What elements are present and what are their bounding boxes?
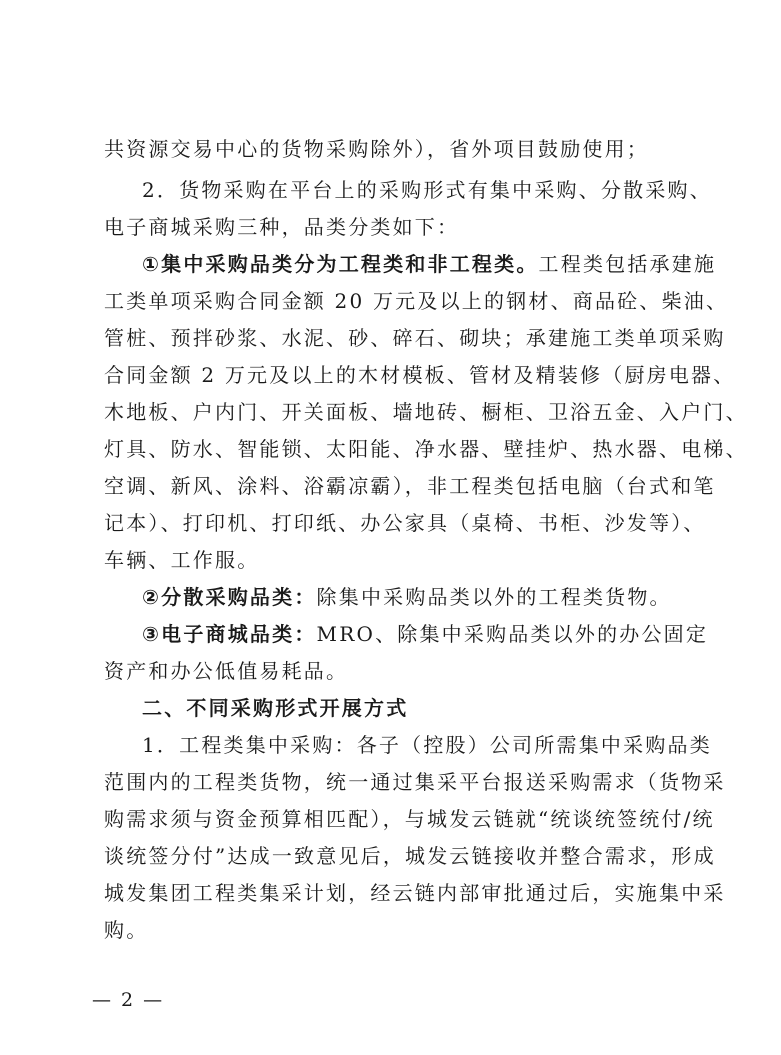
- paragraph-line-18: 范围内的工程类货物，统一通过集采平台报送采购需求（货物采: [104, 770, 726, 794]
- paragraph-line-2: 2．货物采购在平台上的采购形式有集中采购、分散采购、: [142, 178, 712, 202]
- paragraph-line-7: 合同金额 2 万元及以上的木材模板、管材及精装修（厨房电器、: [104, 363, 736, 387]
- paragraph-line-20: 谈统签分付”达成一致意见后，城发云链接收并整合需求，形成: [104, 844, 716, 868]
- category-heading-emall: ③电子商城品类：: [142, 622, 317, 646]
- category-heading-decentralized: ②分散采购品类：: [142, 585, 317, 609]
- paragraph-line-19: 购需求须与资金预算相匹配），与城发云链就“统谈统签统付/统: [104, 807, 715, 831]
- paragraph-line-14: [142, 621, 709, 647]
- section-heading: 二、不同采购形式开展方式: [142, 696, 409, 720]
- paragraph-line-12: 车辆、工作服。: [104, 548, 260, 572]
- category-text-centralized: 工程类包括承建施: [538, 252, 717, 276]
- paragraph-line-1: 共资源交易中心的货物采购除外），省外项目鼓励使用；: [104, 137, 649, 161]
- paragraph-line-6: 管桩、预拌砂浆、水泥、砂、碎石、砌块；承建施工类单项采购: [104, 326, 726, 350]
- paragraph-line-3: 电子商城采购三种，品类分类如下：: [104, 215, 460, 239]
- paragraph-line-22: 购。: [104, 918, 149, 942]
- paragraph-line-21: 城发集团工程类集采计划，经云链内部审批通过后，实施集中采: [104, 881, 726, 905]
- category-text-emall: MRO、除集中采购品类以外的办公固定: [316, 622, 709, 646]
- paragraph-line-15: 资产和办公低值易耗品。: [104, 659, 349, 683]
- paragraph-line-9: 灯具、防水、智能锁、太阳能、净水器、壁挂炉、热水器、电梯、: [104, 437, 748, 461]
- paragraph-line-8: 木地板、户内门、开关面板、墙地砖、橱柜、卫浴五金、入户门、: [104, 400, 748, 424]
- paragraph-line-11: 记本）、打印机、打印纸、办公家具（桌椅、书柜、沙发等）、: [104, 511, 706, 535]
- paragraph-line-4: [142, 251, 717, 277]
- paragraph-line-13: [142, 584, 694, 610]
- paragraph-line-5: 工类单项采购合同金额 20 万元及以上的钢材、商品砼、柴油、: [104, 289, 729, 313]
- page-number: — 2 —: [92, 989, 165, 1011]
- paragraph-line-17: 1．工程类集中采购：各子（控股）公司所需集中采购品类: [142, 733, 712, 757]
- category-heading-centralized: ①集中采购品类分为工程类和非工程类。: [142, 252, 539, 276]
- paragraph-line-10: 空调、新风、涂料、浴霸凉霸），非工程类包括电脑（台式和笔: [104, 474, 716, 498]
- category-text-decentralized: 除集中采购品类以外的工程类货物。: [316, 585, 672, 609]
